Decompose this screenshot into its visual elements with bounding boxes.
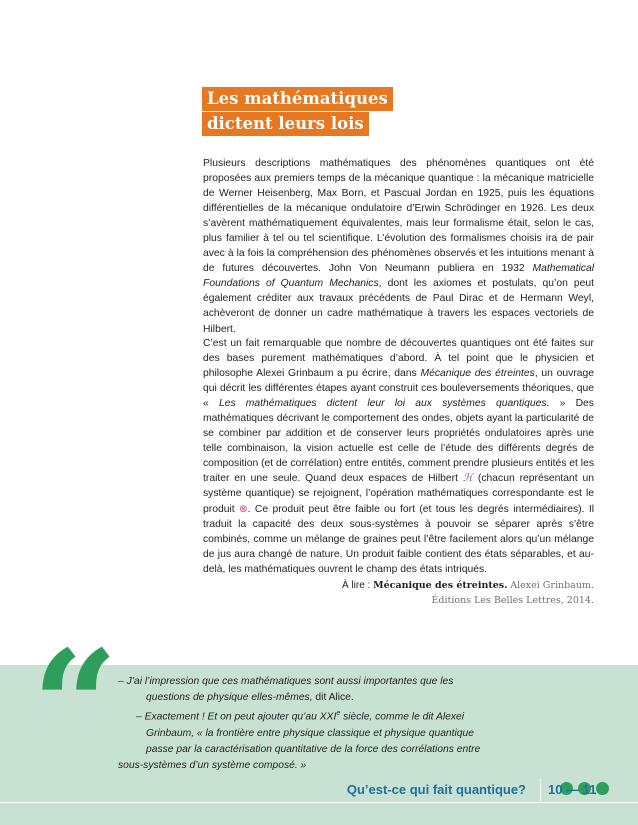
paragraph-2-text-d: (chacun représentant un système quantique) se rejoignent, l’opération mathématiques correspondante est le produit	[203, 473, 594, 515]
reference-publisher: Éditions Les Belles Lettres, 2014.	[431, 595, 594, 606]
paragraph-2-text-b: , un ouvrage qui décrit les différentes étapes ayant construit ces bouleversements théoriques, que «	[203, 368, 595, 410]
hilbert-space-symbol: ℋ	[462, 472, 474, 485]
paragraph-2	[203, 336, 594, 577]
paragraph-2-text-c: » Des mathématiques décrivant le comportement des ondes, objets ayant la particularité de se combiner par addition et de conserver leurs propriétés ondulatoires après une telle combinaison, la vision actuelle est celle de l’étude des différents degrés de composition (et de corrélation) entre entités, comment prendre plusieurs entités et les traiter en une seule. Quand deux espaces de Hilbert	[203, 398, 594, 485]
paragraph-1	[203, 156, 594, 337]
book-title-von-neumann: Mathematical Foundations of Quantum Mechanics	[203, 263, 594, 290]
inline-quote: Les mathématiques dictent leur loi aux systèmes quantiques.	[218, 398, 550, 410]
reading-reference	[203, 578, 594, 608]
quote-line-5: passe par la caractérisation quantitative de la force des corrélations entre	[146, 744, 481, 756]
section-title-line-1: Les mathématiques	[202, 87, 393, 111]
paragraph-2-text-a: C’est un fait remarquable que nombre de découvertes quantiques ont été faites sur des bases purement mathématiques d’abord. À tel point que le physicien et philosophe Alexei Grinbaum a pu écrire, dans	[203, 338, 594, 380]
reference-label: À lire :	[341, 580, 371, 591]
dialogue-quote	[118, 674, 530, 775]
quote-line-6: sous-systèmes d’un système composé. »	[118, 760, 307, 772]
paragraph-1-end: , dont les axiomes et postulats, qu’on peut également créditer aux travaux précédents de Paul Dirac et de Hermann Weyl, achèveront de donner un cadre mathématique à travers les espaces vectoriels de Hilbert.	[203, 278, 594, 335]
tensor-product-symbol: ⊗	[239, 503, 248, 515]
footer-separator	[540, 779, 541, 801]
footer-divider	[0, 802, 638, 803]
paragraph-1-text: Plusieurs descriptions mathématiques des phénomènes quantiques ont été proposées aux premiers temps de la mécanique quantique : la mécanique matricielle de Werner Heisenberg, Max Born, et Pascual Jordan en 1925, puis les équations différentielles de la mécanique ondulatoire d’Erwin Schrödinger en 1926. Les deux s’avèrent mathématiquement équivalentes, mais leur formalisme était, selon le cas, plus familier à tel ou tel scientifique. L’évolution des formalismes choisis ira de pair avec à la fois la compréhension des phénomènes observés et les intuitions menant à de futures découvertes. John Von Neumann publiera en 1932	[203, 158, 594, 275]
reference-author: Alexei Grinbaum.	[510, 580, 594, 591]
quote-line-4: Grinbaum, « la frontière entre physique classique et physique quantique	[146, 728, 474, 740]
quote-line-3: – Exactement ! Et on peut ajouter qu’au XXIe siècle, comme le dit Alexei	[136, 710, 465, 723]
quote-mark-icon: “	[32, 618, 119, 794]
reference-book: Mécanique des étreintes.	[373, 580, 508, 591]
quote-line-2: questions de physique elles-mêmes, dit Alice.	[146, 692, 354, 704]
section-title-line-2: dictent leurs lois	[202, 112, 369, 136]
book-title-grinbaum: Mécanique des étreintes	[420, 368, 535, 380]
section-title	[202, 87, 393, 137]
page-numbers: 10 — 11	[548, 782, 597, 797]
paragraph-2-text-e: . Ce produit peut être faible ou fort (et tous les degrés intermédiaires). Il traduit la capacité des deux sous-systèmes à pouvoir se séparer après s’être combinés, comme un mélange de graines peut l’être facilement alors qu’un mélange de jus aura changé de nature. Un produit faible contient des états séparables, et au-delà, les mathématiques ouvrent le champ des états intriqués.	[203, 503, 594, 575]
dot-icon	[596, 782, 609, 795]
footer-chapter-question: Qu’est-ce qui fait quantique?	[346, 782, 526, 797]
quote-line-1: – J’ai l’impression que ces mathématiques sont aussi importantes que les	[118, 676, 454, 687]
